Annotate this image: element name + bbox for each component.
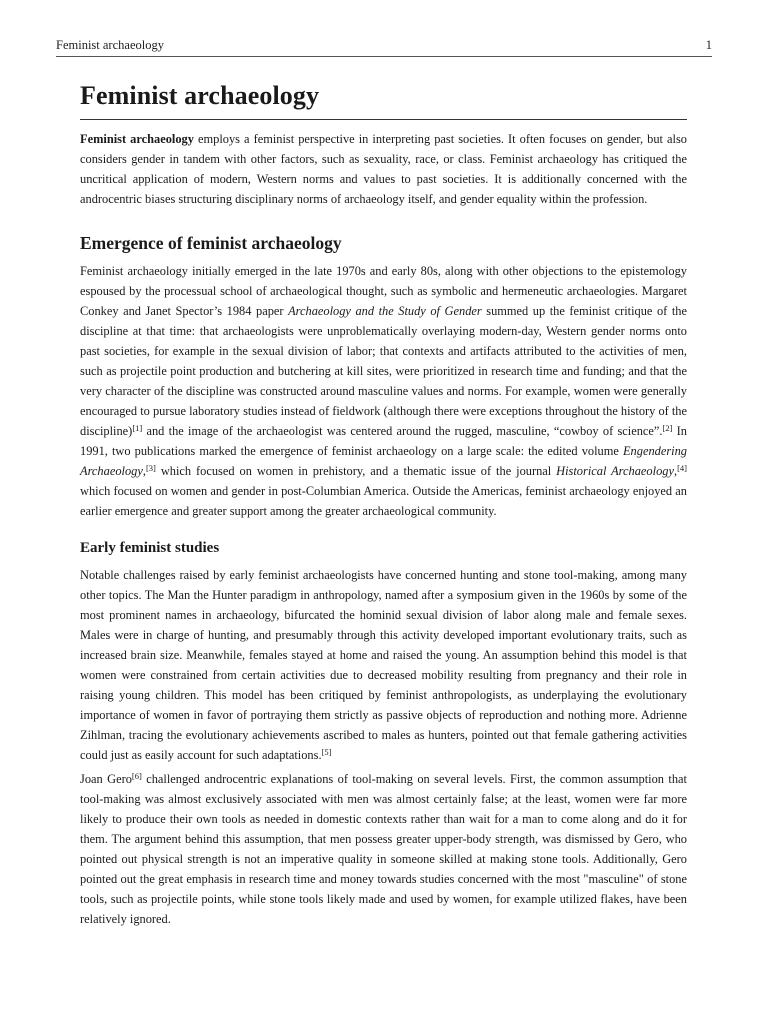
text-run: Feminist archaeology initially emerged in the late 1970s and early 80s, along with other objections to the epistemology espoused by the processual school of archaeological thought, such as symbolic and hermeneutic archaeologies. Margaret Conkey and Janet Spector’s 1984 paper (80, 264, 687, 318)
section-heading-emergence: Emergence of feminist archaeology (80, 233, 342, 253)
running-header-title: Feminist archaeology (56, 38, 164, 52)
italic-title: Engendering Archaeology (80, 444, 687, 478)
citation-ref[interactable]: [6] (131, 771, 142, 781)
text-run: summed up the feminist critique of the discipline at that time: that archaeologists were unproblematically overlaying modern-day, Western gender norms onto past societies, for example in the sexual division of labor; that contexts and artifacts attributed to the activities of men, such as projectile point production and butchering at kill sites, were prioritized in research time and funding; and that the very character of the discipline was constructed around masculine values and norms. For example, women were generally encouraged to pursue laboratory studies instead of fieldwork (although there were exceptions throughout the history of the discipline) (80, 304, 687, 438)
text-run: and the image of the archaeologist was centered around the rugged, masculine, “cowboy of science”. (142, 424, 663, 438)
running-header (56, 38, 712, 53)
text-run: which focused on women and gender in post-Columbian America. Outside the Americas, feminist archaeology enjoyed an earlier emergence and greater support among the greater archaeological community. (80, 484, 687, 518)
text-run: , (673, 464, 678, 478)
header-rule (56, 56, 712, 57)
text-run: , (142, 464, 146, 478)
text-run: In 1991, two publications marked the emergence of feminist archaeology on a large scale: the edited volume (80, 424, 687, 458)
section-heading-early-studies: Early feminist studies (80, 540, 220, 556)
text-run: Notable challenges raised by early feminist archaeologists have concerned hunting and stone tool-making, among many other topics. The Man the Hunter paradigm in anthropology, named after a symposium given in the 1960s by some of the most prominent names in archaeology, bifurcated the hominid sexual division of labor along male and female sexes. Males were in charge of hunting, and presumably through this activity developed important evolutionary traits, such as increased brain size. Meanwhile, females stayed at home and raised the young. An assumption behind this model is that women were constrained from certain activities due to decreased mobility resulting from pregnancy and their role in raising young children. This model has been critiqued by feminist anthropologists, as underplaying the evolutionary importance of women in favor of portraying them strictly as passive objects of reproduction and nothing more. Adrienne Zihlman, tracing the evolutionary achievements ascribed to males as hunters, pointed out that female gathering activities could just as easily account for such adaptations. (80, 568, 687, 762)
citation-ref[interactable]: [3] (145, 463, 156, 473)
text-run: challenged androcentric explanations of tool-making on several levels. First, the common assumption that tool-making was almost exclusively associated with men was almost certainly false; at the least, women were far more likely to produce their own tools as needed in domestic contexts rather than wait for a man to come along and do it for them. The argument behind this assumption, that men possess greater upper-body strength, was dismissed by Gero, who pointed out physical strength is not an imperative quality in someone skilled at making stone tools. Additionally, Gero pointed out the great emphasis in research time and money towards studies concerned with the most "masculine" of stone tools, such as projectile points, while stone tools likely made and used by women, for example utilized flakes, have been relatively ignored. (80, 772, 687, 926)
italic-title: Archaeology and the Study of Gender (288, 304, 482, 318)
article-title: Feminist archaeology (80, 80, 687, 120)
early-studies-paragraph-1 (80, 565, 687, 765)
text-run: which focused on women in prehistory, and a thematic issue of the journal (155, 464, 557, 478)
intro-paragraph (80, 129, 687, 209)
text-run: employs a feminist perspective in interpreting past societies. It often focuses on gender, but also considers gender in tandem with other factors, such as sexuality, race, or class. Feminist archaeology has critiqued the uncritical application of modern, Western norms and values to past societies. It is additionally concerned with the androcentric biases structuring disciplinary norms of archaeology itself, and gender equality within the profession. (80, 132, 688, 206)
bold-term: Feminist archaeology (80, 132, 194, 146)
emergence-paragraph (80, 261, 687, 521)
page-number: 1 (705, 38, 712, 52)
citation-ref[interactable]: [2] (662, 423, 673, 433)
citation-ref[interactable]: [1] (132, 423, 143, 433)
article-body (80, 80, 687, 929)
citation-ref[interactable]: [4] (677, 463, 687, 473)
text-run: Joan Gero (80, 772, 132, 786)
early-studies-paragraph-2 (80, 769, 687, 929)
citation-ref[interactable]: [5] (321, 747, 332, 757)
italic-title: Historical Archaeology (556, 464, 674, 478)
